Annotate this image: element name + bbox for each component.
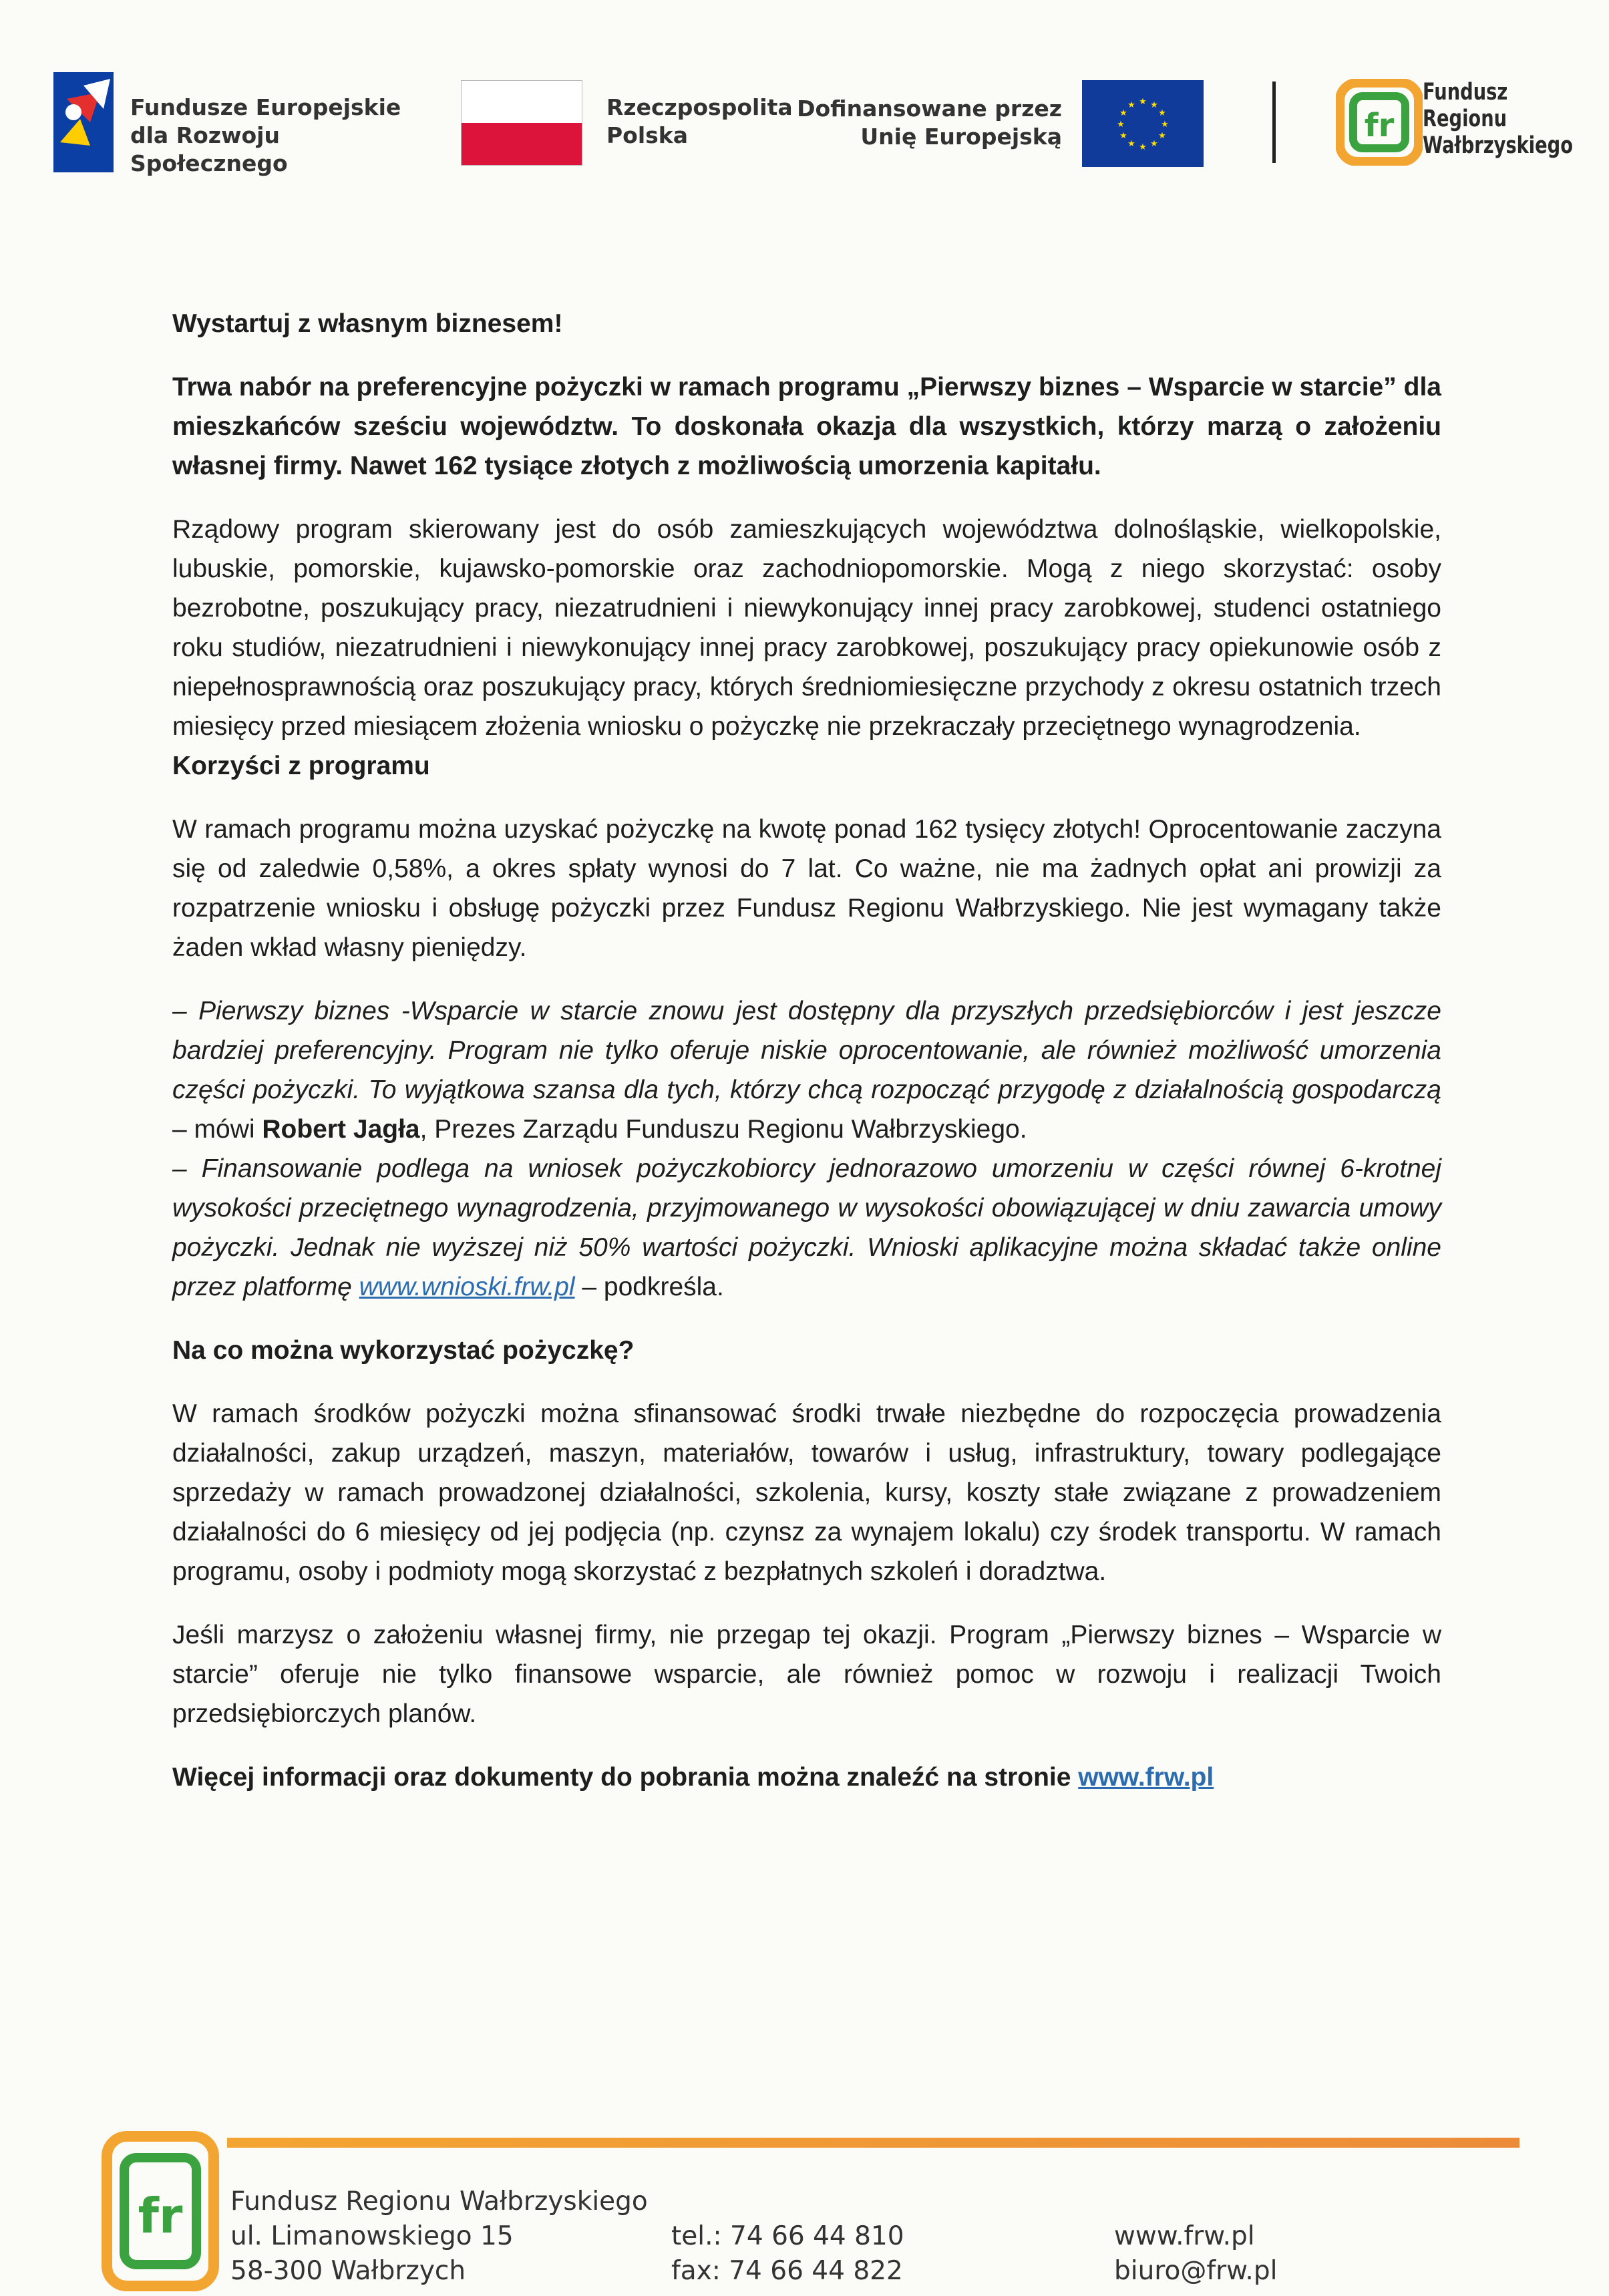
frw-footer-logo-icon [102,2131,219,2291]
svg-text:★: ★ [1127,100,1135,110]
paragraph-usage: W ramach środków pożyczki można sfinansować środki trwałe niezbędne do rozpoczęcia prowadzenia działalności, zakup urządzeń, maszyn, materiałów, towarów i usług, infrastruktury, towary podlegające sprzedaży w ramach prowadzonej działalności, szkolenia, kursy, koszty stałe związane z prowadzeniem działalności do 6 miesięcy od jej podjęcia (np. czynsz za wynajem lokalu) czy środek transportu. W ramach programu, osoby i podmioty mogą skorzystać z bezpłatnych szkoleń i doradztwa. [172,1400,1441,1586]
footer-email[interactable]: biuro@frw.pl [1114,2256,1278,2286]
speaker-role: , Prezes Zarządu Funduszu Regionu Wałbrzyskiego. [419,1115,1027,1144]
quote-1-text: – Pierwszy biznes -Wsparcie w starcie znowu jest dostępny dla przyszłych przedsiębiorców i jest jeszcze bardziej preferencyjny. Program nie tylko oferuje niskie oprocentowanie, ale również możliwość umorzenia części pożyczki. To wyjątkowa szansa dla tych, którzy chcą rozpocząć przygodę z działalnością gospodarczą [172,997,1441,1104]
rp-logo-text [606,94,807,150]
quote-2-end: – podkreśla. [574,1273,724,1301]
heading-benefits: Korzyści z programu [172,752,430,780]
eu-flag-icon [1082,80,1204,167]
frw-logo-text [1423,79,1573,159]
eu-line2: Unię Europejską [860,124,1062,150]
svg-text:★: ★ [1150,100,1158,110]
frw-line1: Fundusz [1423,79,1508,106]
frw-logo-icon [1336,79,1423,166]
paragraph-encouragement: Jeśli marzysz o założeniu własnej firmy, nie przegap tej okazji. Program „Pierwszy biznes – Wsparcie w starcie” oferuje nie tylko finansowe wsparcie, ale również pomoc w rozwoju i realizacji Twoich przedsiębiorczych planów. [172,1621,1441,1728]
svg-text:★: ★ [1161,120,1169,130]
svg-text:★: ★ [1150,139,1158,149]
wnioski-link[interactable]: www.wnioski.frw.pl [359,1273,575,1301]
svg-text:★: ★ [1127,139,1135,149]
eu-logo-text [788,95,1062,151]
eu-line1: Dofinansowane przez [797,96,1062,122]
footer-fax: fax: 74 66 44 822 [671,2256,903,2286]
fe-logo-line2: dla Rozwoju Społecznego [130,122,288,176]
article-title: Wystartuj z własnym biznesem! [172,309,563,338]
svg-text:★: ★ [1158,131,1166,141]
footer-phone: tel.: 74 66 44 810 [671,2221,904,2251]
quote-block-2 [172,1149,1441,1307]
quote-block-1 [172,991,1441,1149]
article-body [172,304,1441,1797]
footer-bar [227,2138,1519,2148]
speaker-name: Robert Jagła [262,1115,420,1144]
footer-website[interactable]: www.frw.pl [1114,2221,1255,2251]
rp-line1: Rzeczpospolita [606,94,793,120]
fe-logo-line1: Fundusze Europejskie [130,94,401,120]
paragraph-eligibility: Rządowy program skierowany jest do osób zamieszkujących województwa dolnośląskie, wielkopolskie, lubuskie, pomorskie, kujawsko-pomorskie oraz zachodniopomorskie. Mogą z niego skorzystać: osoby bezrobotne, poszukujący pracy, niezatrudnieni i niewykonujący innej pracy zarobkowej, studenci ostatniego roku studiów, niezatrudnieni i niewykonujący innej pracy zarobkowej, poszukujący pracy opiekunowie osób z niepełnosprawnością oraz poszukujący pracy, których średniomiesięczne przychody z okresu ostatnich trzech miesięcy przed miesiącem złożenia wniosku o pożyczkę nie przekraczały przeciętnego wynagrodzenia. [172,515,1441,741]
closing-line [172,1758,1441,1797]
paragraph-benefits: W ramach programu można uzyskać pożyczkę na kwotę ponad 162 tysięcy złotych! Oprocentowanie zaczyna się od zaledwie 0,58%, a okres spłaty wynosi do 7 lat. Co ważne, nie ma żadnych opłat ani prowizji za rozpatrzenie wniosku i obsługę pożyczki przez Fundusz Regionu Wałbrzyskiego. Nie jest wymagany także żaden wkład własny pieniędzy. [172,815,1441,962]
footer-org-name: Fundusz Regionu Wałbrzyskiego [230,2186,648,2217]
svg-text:★: ★ [1117,120,1125,130]
fe-logo-text [130,94,431,178]
quote-1-says: – mówi [172,1115,262,1144]
frw-line2: Regionu [1423,106,1507,132]
svg-text:★: ★ [1119,131,1127,141]
rp-line2: Polska [606,122,689,148]
svg-text:★: ★ [1139,97,1147,107]
polish-flag-icon [461,80,582,166]
header-divider [1272,81,1276,163]
footer-city: 58-300 Wałbrzych [230,2256,466,2286]
fe-logo-icon [53,72,114,172]
article-lead: Trwa nabór na preferencyjne pożyczki w ramach programu „Pierwszy biznes – Wsparcie w starcie” dla mieszkańców sześciu województw. To doskonała okazja dla wszystkich, którzy marzą o założeniu własnej firmy. Nawet 162 tysiące złotych z możliwością umorzenia kapitału. [172,373,1441,480]
frw-icon-letters: fr [1364,107,1395,144]
svg-text:★: ★ [1119,108,1127,118]
frw-line3: Wałbrzyskiego [1423,132,1573,159]
frw-website-link[interactable]: www.frw.pl [1078,1763,1214,1792]
footer-street: ul. Limanowskiego 15 [230,2221,514,2251]
closing-text: Więcej informacji oraz dokumenty do pobrania można znaleźć na stronie [172,1763,1079,1792]
heading-usage: Na co można wykorzystać pożyczkę? [172,1336,635,1365]
quote-2-text: – Finansowanie podlega na wniosek pożyczkobiorcy jednorazowo umorzeniu w części równej 6-krotnej wysokości przeciętnego wynagrodzenia, przyjmowanego w wysokości obowiązującej w dniu zawarcia umowy pożyczki. Jednak nie wyższej niż 50% wartości pożyczki. Wnioski aplikacyjne można składać także online przez platformę [172,1154,1441,1301]
frw-footer-icon-letters: fr [138,2188,183,2244]
svg-text:★: ★ [1139,142,1147,152]
svg-text:★: ★ [1158,108,1166,118]
